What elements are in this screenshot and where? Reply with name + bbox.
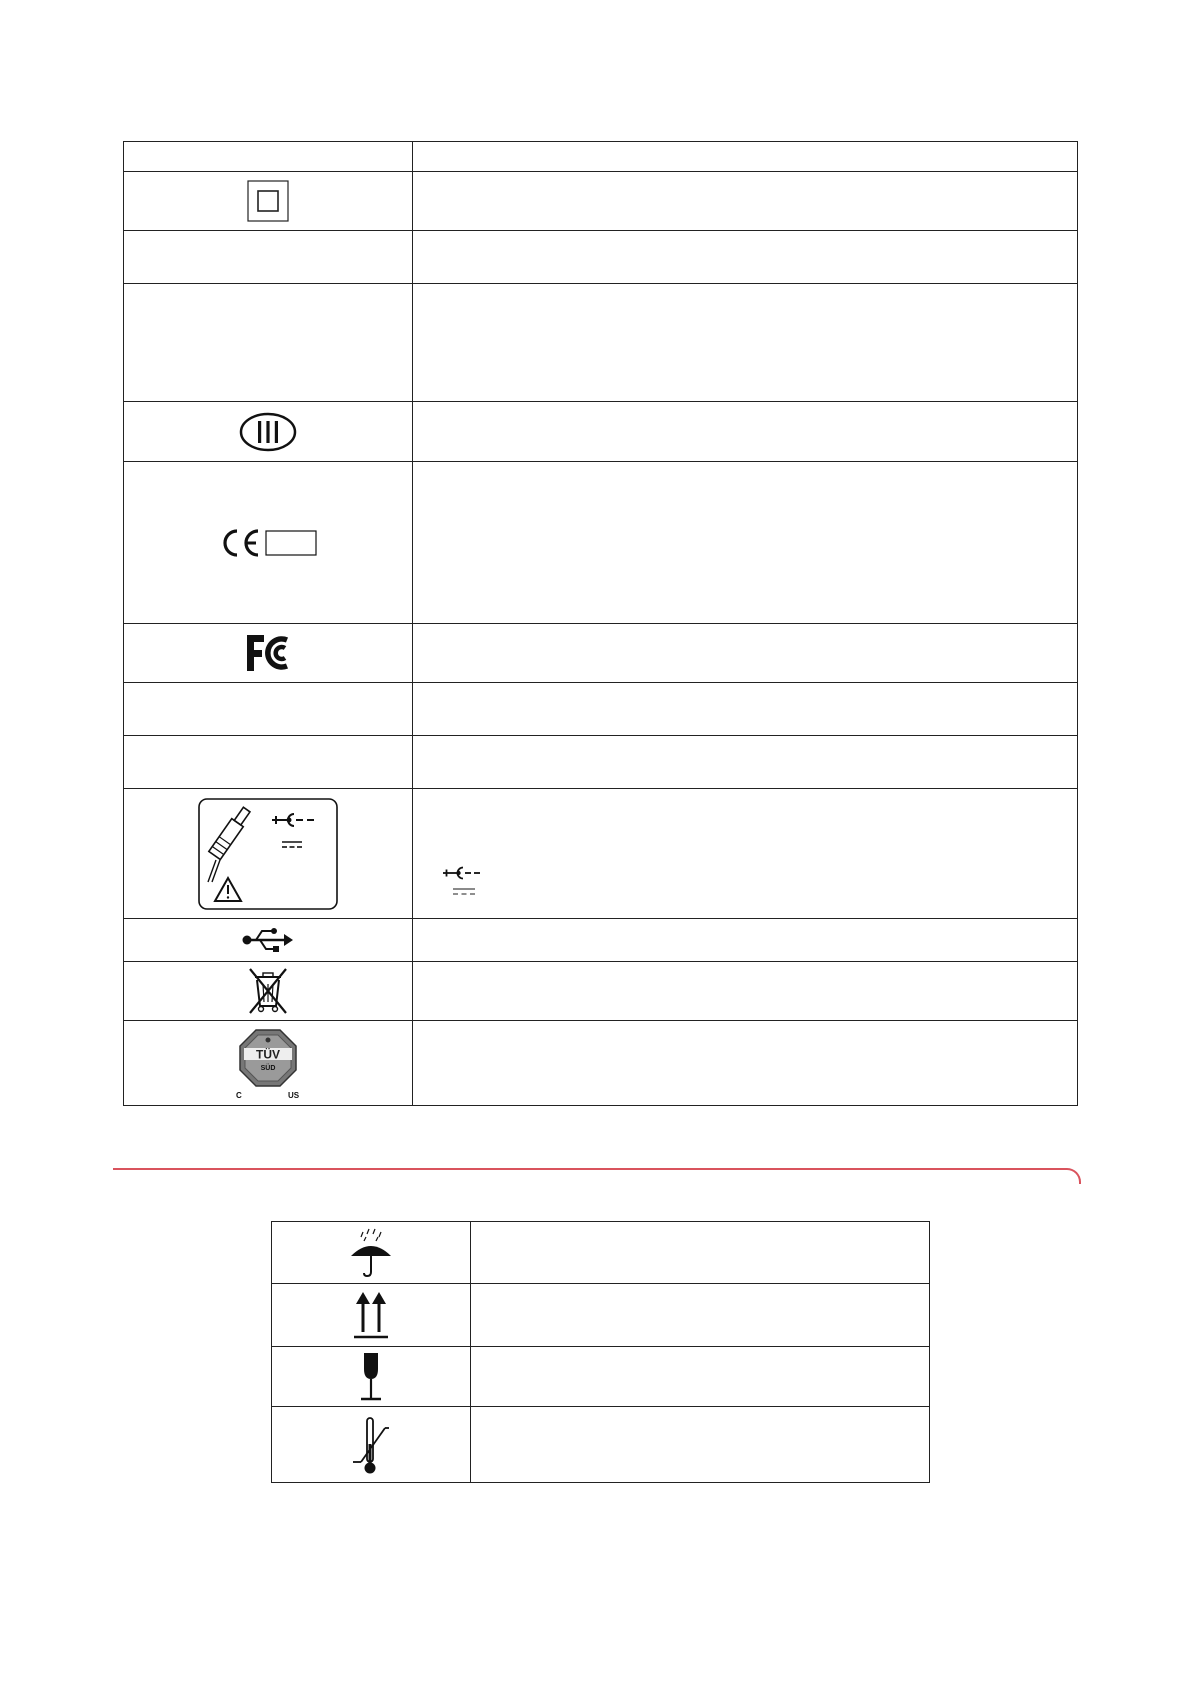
packaging-symbol-table [271,1221,930,1483]
dc-polarity-icon [441,863,487,905]
table-row [272,1222,930,1284]
table-row [272,1347,930,1407]
this-way-up-arrows-icon [353,1290,389,1340]
fragile-glass-icon [356,1351,386,1403]
table-header-row [124,142,1078,172]
table-row [124,284,1078,402]
table-row [272,1284,930,1347]
tuv-badge-text: TÜV [256,1047,280,1062]
table-row [124,231,1078,284]
table-row [124,402,1078,462]
fcc-logo-icon [244,632,292,674]
crossed-out-bin-icon [247,966,289,1016]
tuv-c-label: C [236,1091,242,1100]
table-row [124,172,1078,231]
symbol-table [123,141,1078,1106]
table-row [124,683,1078,736]
keep-dry-umbrella-icon [349,1228,393,1278]
usb-icon [242,926,294,954]
table-row [124,1021,1078,1106]
table-row [124,624,1078,683]
tuv-sud-c-us-icon [230,1026,306,1100]
tuv-badge-subtext: SÜD [260,1065,276,1072]
table-row [124,919,1078,962]
dc-plug-polarity-label-icon [198,798,338,910]
table-row [124,736,1078,789]
table-row [124,462,1078,624]
table-row [124,962,1078,1021]
table-row [124,789,1078,919]
temperature-limit-icon [351,1414,391,1476]
ce-mark-icon [218,527,318,559]
section-divider [113,1168,1081,1184]
tuv-us-label: US [288,1091,300,1100]
class-iii-icon [238,411,298,453]
table-row [272,1407,930,1483]
double-square-icon [247,180,289,222]
